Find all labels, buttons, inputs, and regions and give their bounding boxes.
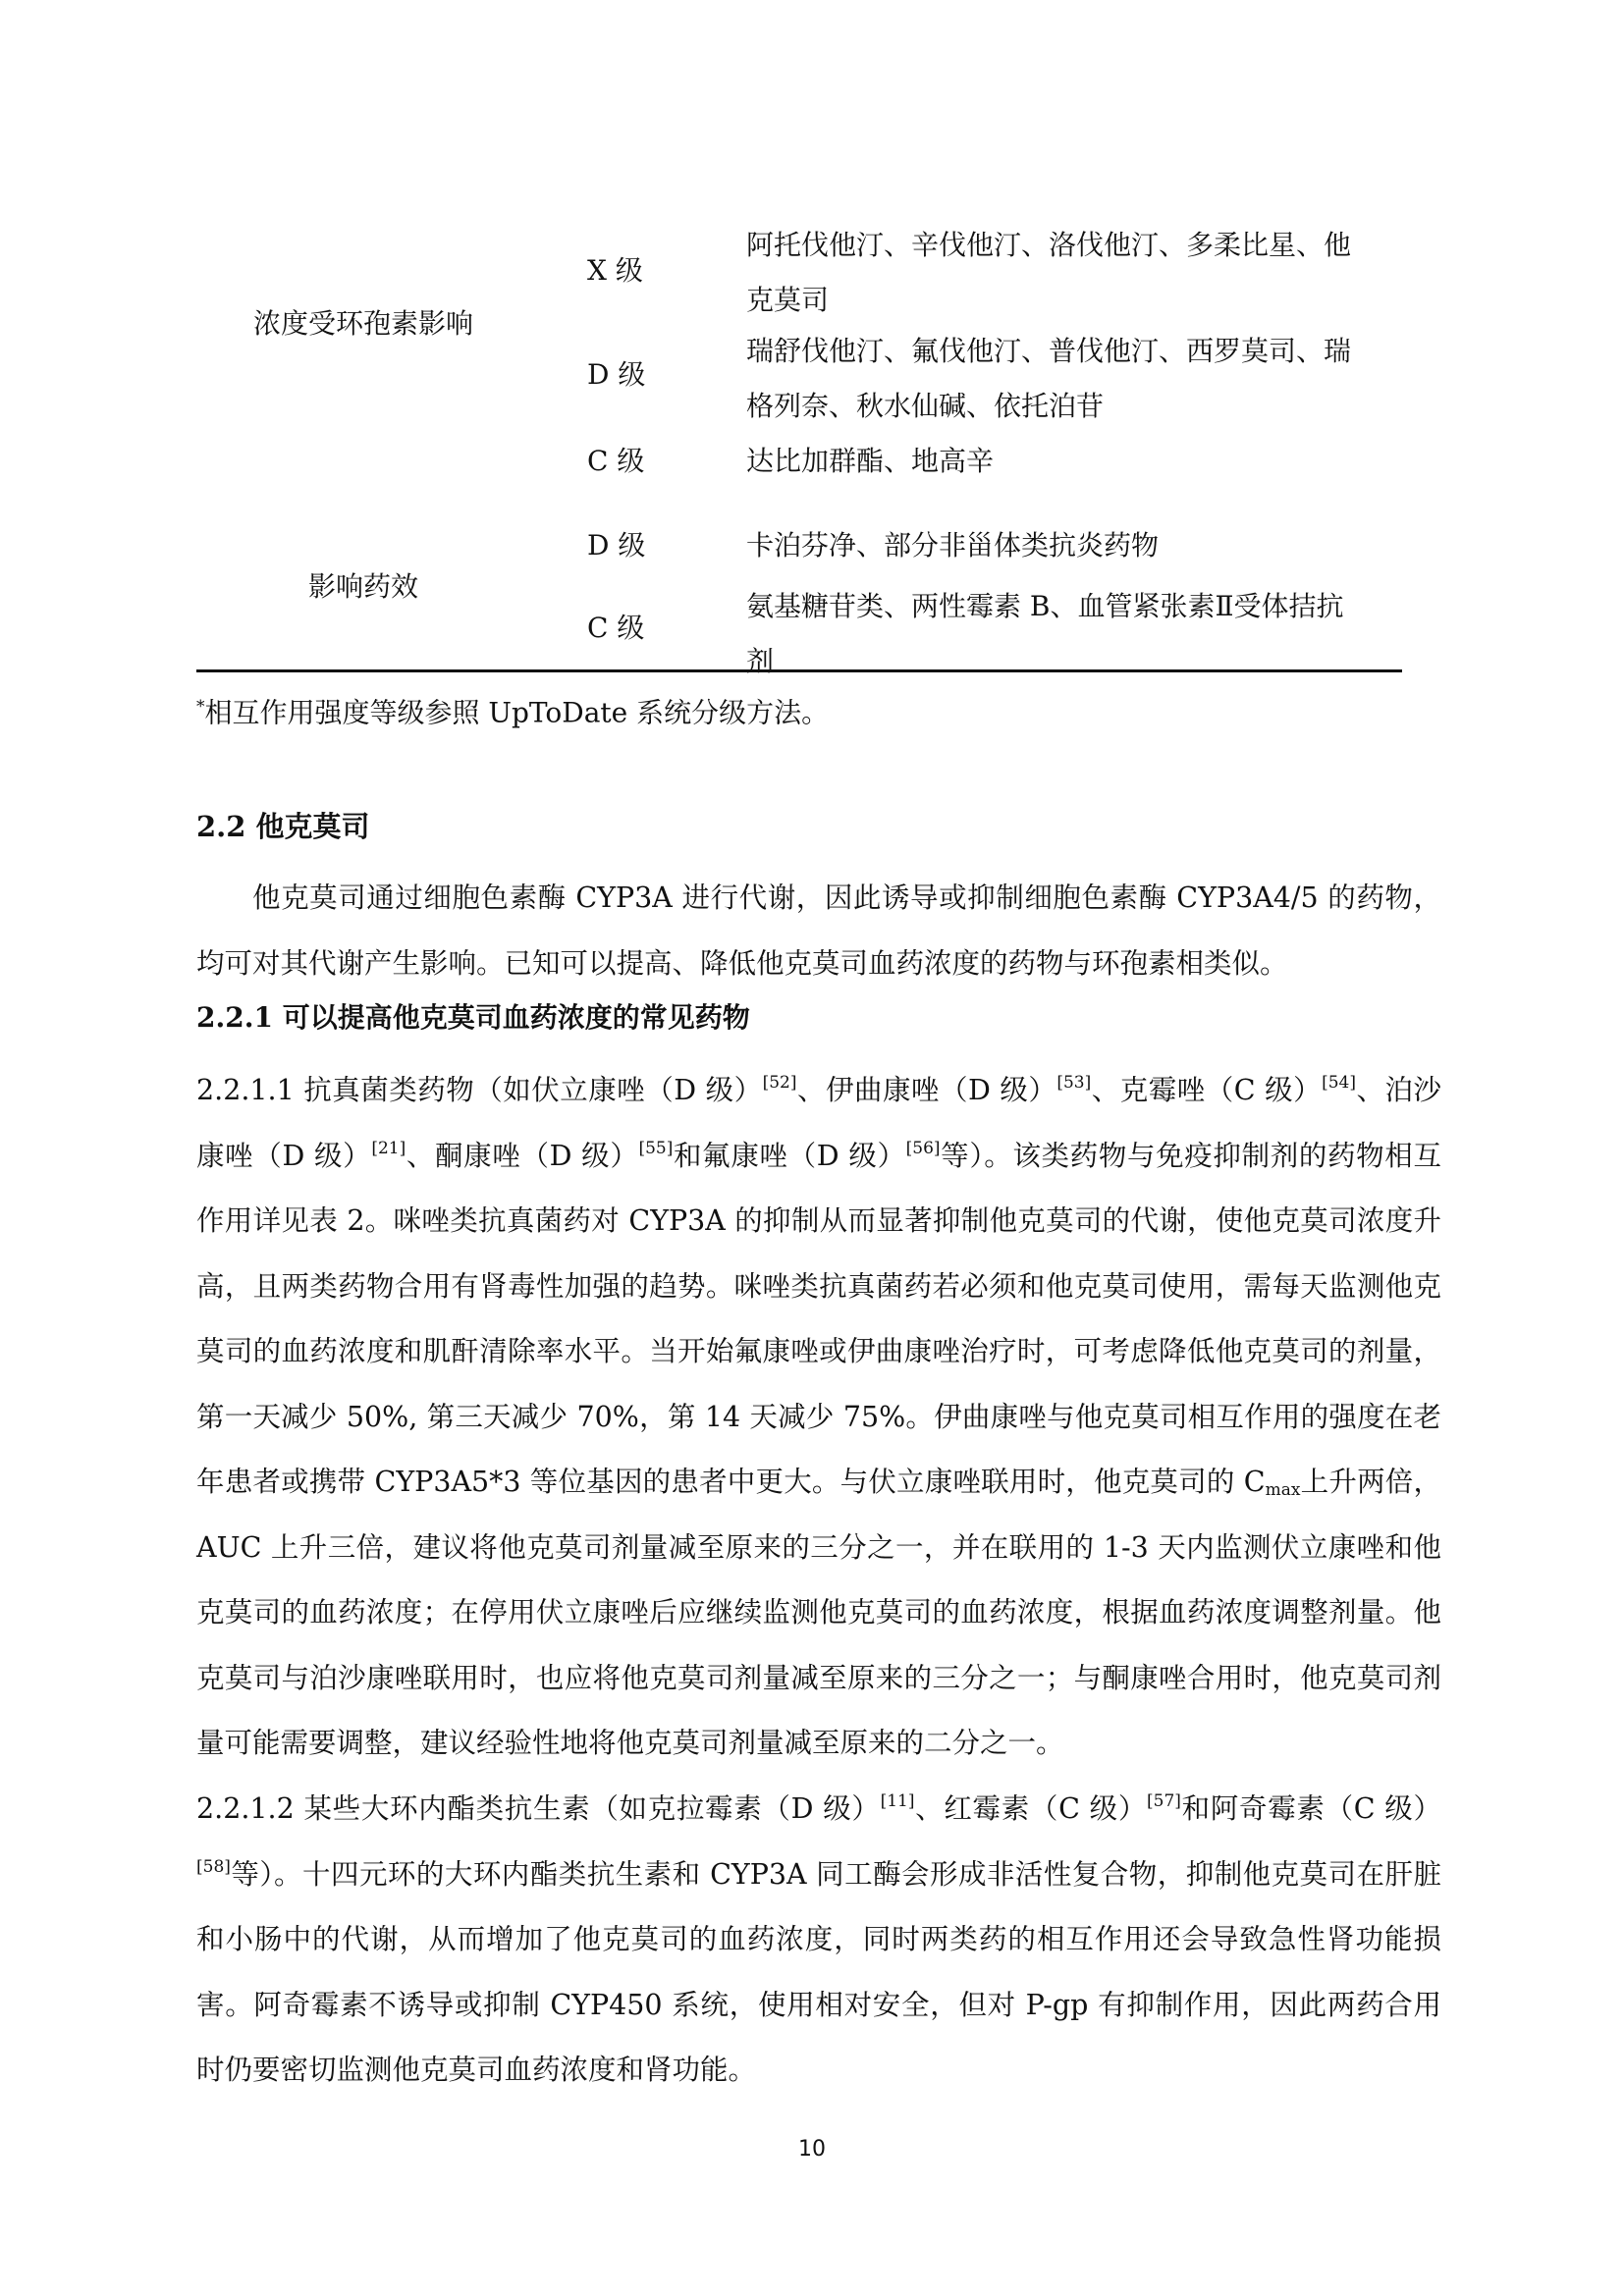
table-category: 影响药效 <box>307 570 418 603</box>
citation: [57] <box>1147 1791 1181 1811</box>
citation: [53] <box>1056 1073 1092 1093</box>
table-drugs: 瑞舒伐他汀、氟伐他汀、普伐他汀、西罗莫司、瑞 格列奈、秋水仙碱、依托泊苷 <box>746 335 1352 422</box>
page-number: 10 <box>798 2137 826 2162</box>
table-bottom-rule <box>196 669 1402 672</box>
table-level: C 级 <box>587 612 645 644</box>
citation: [21] <box>371 1138 406 1158</box>
citation: [58] <box>196 1856 231 1877</box>
table-footnote: *相互作用强度等级参照 UpToDate 系统分级方法。 <box>196 696 830 729</box>
citation: [52] <box>762 1073 797 1093</box>
table-drugs: 阿托伐他汀、辛伐他汀、洛伐他汀、多柔比星、他 克莫司 <box>746 229 1352 316</box>
table-category: 浓度受环孢素影响 <box>252 307 473 340</box>
table-level: C 级 <box>587 445 645 477</box>
table-level: X 级 <box>587 254 643 287</box>
citation: [11] <box>880 1791 915 1811</box>
citation: [56] <box>905 1138 941 1158</box>
table-drugs: 氨基糖苷类、两性霉素 B、血管紧张素Ⅱ受体拮抗 剂 <box>746 590 1344 677</box>
citation: [54] <box>1322 1073 1356 1093</box>
paragraph-2-2-1-1: 2.2.1.1 抗真菌类药物（如伏立康唑（D 级）[52]、伊曲康唑（D 级）[53]、克霉唑（C 级）[54]、泊沙康唑（D 级）[21]、酮康唑（D 级）[55]和氟康唑（D 级）[56]等）。该类药物与免疫抑制剂的药物相互作用详见表 2。咪唑类抗真菌药对 CYP3A 的抑制从而显著抑制他克莫司的代谢，使他克莫司浓度升高，且两类药物合用有肾毒性加强的趋势。咪唑类抗真菌药若必须和他克莫司使用，需每天监测他克莫司的血药浓度和肌酐清除率水平。当开始氟康唑或伊曲康唑治疗时，可考虑降低他克莫司的剂量，第一天减少 50%, 第三天减少 70%，第 14 天减少 75%。伊曲康唑与他克莫司相互作用的强度在老年患者或携带 CYP3A5*3 等位基因的患者中更大。与伏立康唑联用时，他克莫司的 $C_{max}$上升两倍，AUC 上升三倍，建议将他克莫司剂量减至原来的三分之一，并在联用的 1-3 天内监测伏立康唑和他克莫司的血药浓度；在停用伏立康唑后应继续监测他克莫司的血药浓度，根据血药浓度调整剂量。他克莫司与泊沙康唑联用时，也应将他克莫司剂量减至原来的三分之一；与酮康唑合用时，他克莫司剂量可能需要调整，建议经验性地将他克莫司剂量减至原来的二分之一。 <box>196 1073 1441 1759</box>
paragraph-2-2-1-2: 2.2.1.2 某些大环内酯类抗生素（如克拉霉素（D 级）[11]、红霉素（C 级）[57]和阿奇霉素（C 级）[58]等）。十四元环的大环内酯类抗生素和 CYP3A 同工酶会形成非活性复合物，抑制他克莫司在肝脏和小肠中的代谢，从而增加了他克莫司的血药浓度，同时两类药的相互作用还会导致急性肾功能损害。阿奇霉素不诱导或抑制 CYP450 系统，使用相对安全，但对 P-gp 有抑制作用，因此两药合用时仍要密切监测他克莫司血药浓度和肾功能。 <box>196 1791 1441 2086</box>
citation: [55] <box>638 1138 674 1158</box>
subscript: max <box>1265 1480 1301 1500</box>
section-heading: 2.2 他克莫司 <box>196 810 370 843</box>
paragraph: 他克莫司通过细胞色素酶 CYP3A 进行代谢，因此诱导或抑制细胞色素酶 CYP3A4/5 的药物，均可对其代谢产生影响。已知可以提高、降低他克莫司血药浓度的药物与环孢素相类似。 <box>196 881 1441 980</box>
table-drugs: 卡泊芬净、部分非甾体类抗炎药物 <box>746 529 1160 561</box>
table-level: D 级 <box>587 529 646 561</box>
subsection-heading: 2.2.1 可以提高他克莫司血药浓度的常见药物 <box>196 1001 750 1034</box>
table-level: D 级 <box>587 358 646 391</box>
table-drugs: 达比加群酯、地高辛 <box>746 445 995 477</box>
